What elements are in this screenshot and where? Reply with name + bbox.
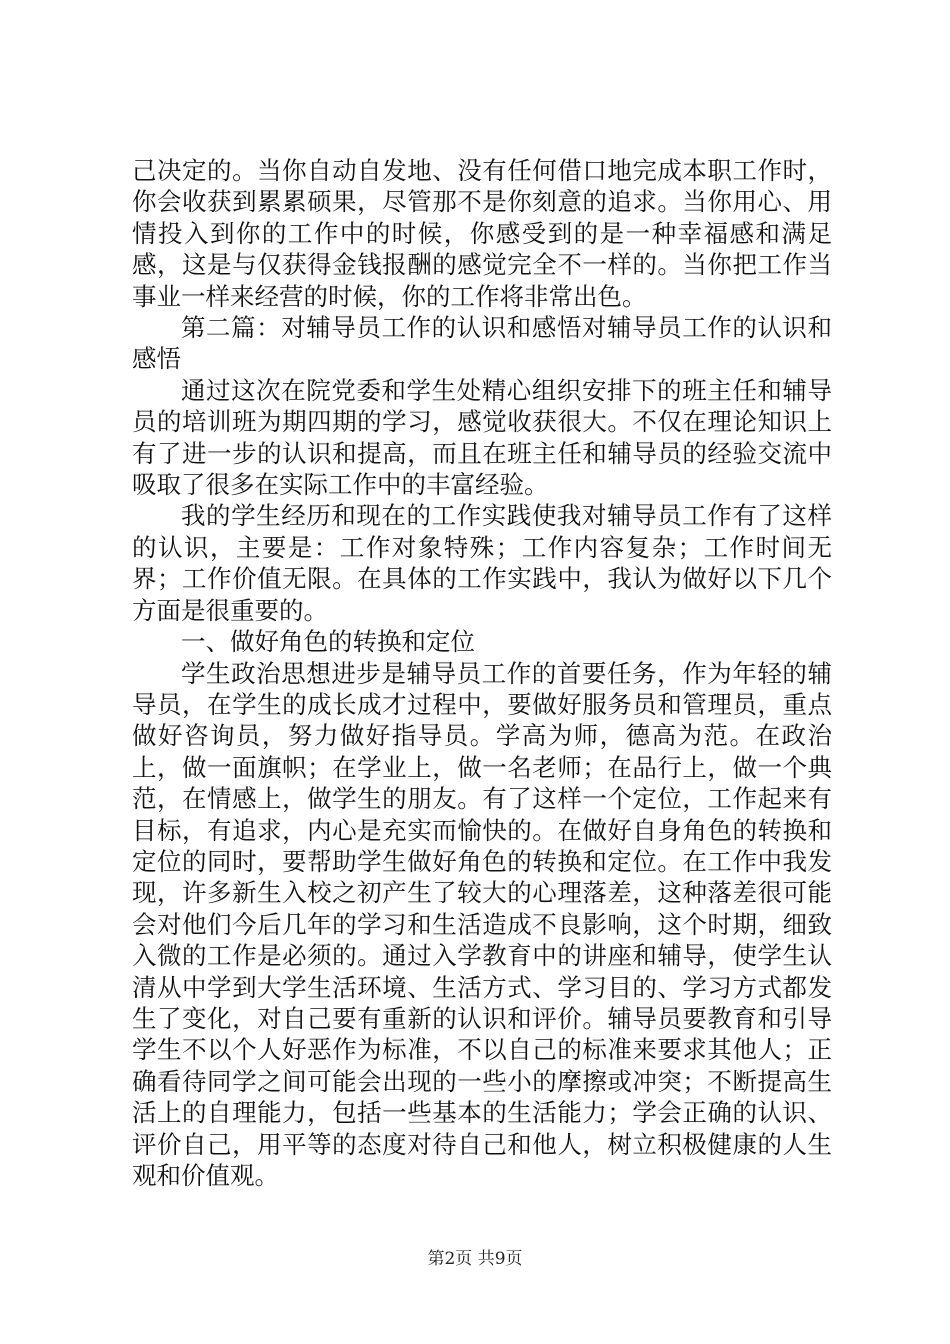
page-number-footer: 第2页 共9页	[427, 1249, 523, 1269]
paragraph-4: 我的学生经历和现在的工作实践使我对辅导员工作有了这样的认识，主要是：工作对象特殊；工作内容复杂；工作时间无界；工作价值无限。在具体的工作实践中，我认为做好以下几个方面是很重要的。	[132, 501, 832, 625]
paragraph-3: 通过这次在院党委和学生处精心组织安排下的班主任和辅导员的培训班为期四期的学习，感觉收获很大。不仅在理论知识上有了进一步的认识和提高，而且在班主任和辅导员的经验交流中吸取了很多在实际工作中的丰富经验。	[132, 375, 832, 500]
paragraph-6: 学生政治思想进步是辅导员工作的首要任务，作为年轻的辅导员，在学生的成长成才过程中，要做好服务员和管理员，重点做好咨询员，努力做好指导员。学高为师，德高为范。在政治上，做一面旗帜；在学业上，做一名老师；在品行上，做一个典范，在情感上，做学生的朋友。有了这样一个定位，工作起来有目标，有追求，内心是充实而愉快的。在做好自身角色的转换和定位的同时，要帮助学生做好角色的转换和定位。在工作中我发现，许多新生入校之初产生了较大的心理落差，这种落差很可能会对他们今后几年的学习和生活造成不良影响，这个时期，细致入微的工作是必须的。通过入学教育中的讲座和辅导，使学生认清从中学到大学生活环境、生活方式、学习目的、学习方式都发生了变化，对自己要有重新的认识和评价。辅导员要教育和引导学生不以个人好恶作为标准，不以自己的标准来要求其他人；正确看待同学之间可能会出现的一些小的摩擦或冲突；不断提高生活上的自理能力，包括一些基本的生活能力；学会正确的认识、评价自己，用平等的态度对待自己和他人，树立积极健康的人生观和价值观。	[132, 658, 832, 1190]
document-body	[132, 155, 832, 1191]
paragraph-1: 己决定的。当你自动自发地、没有任何借口地完成本职工作时，你会收获到累累硕果，尽管那不是你刻意的追求。当你用心、用情投入到你的工作中的时候，你感受到的是一种幸福感和满足感，这是与仅获得金钱报酬的感觉完全不一样的。当你把工作当事业一样来经营的时候，你的工作将非常出色。	[132, 156, 832, 311]
paragraph-5-heading: 一、做好角色的转换和定位	[181, 627, 475, 657]
paragraph-2-section-title: 第二篇：对辅导员工作的认识和感悟对辅导员工作的认识和感悟	[132, 313, 832, 374]
